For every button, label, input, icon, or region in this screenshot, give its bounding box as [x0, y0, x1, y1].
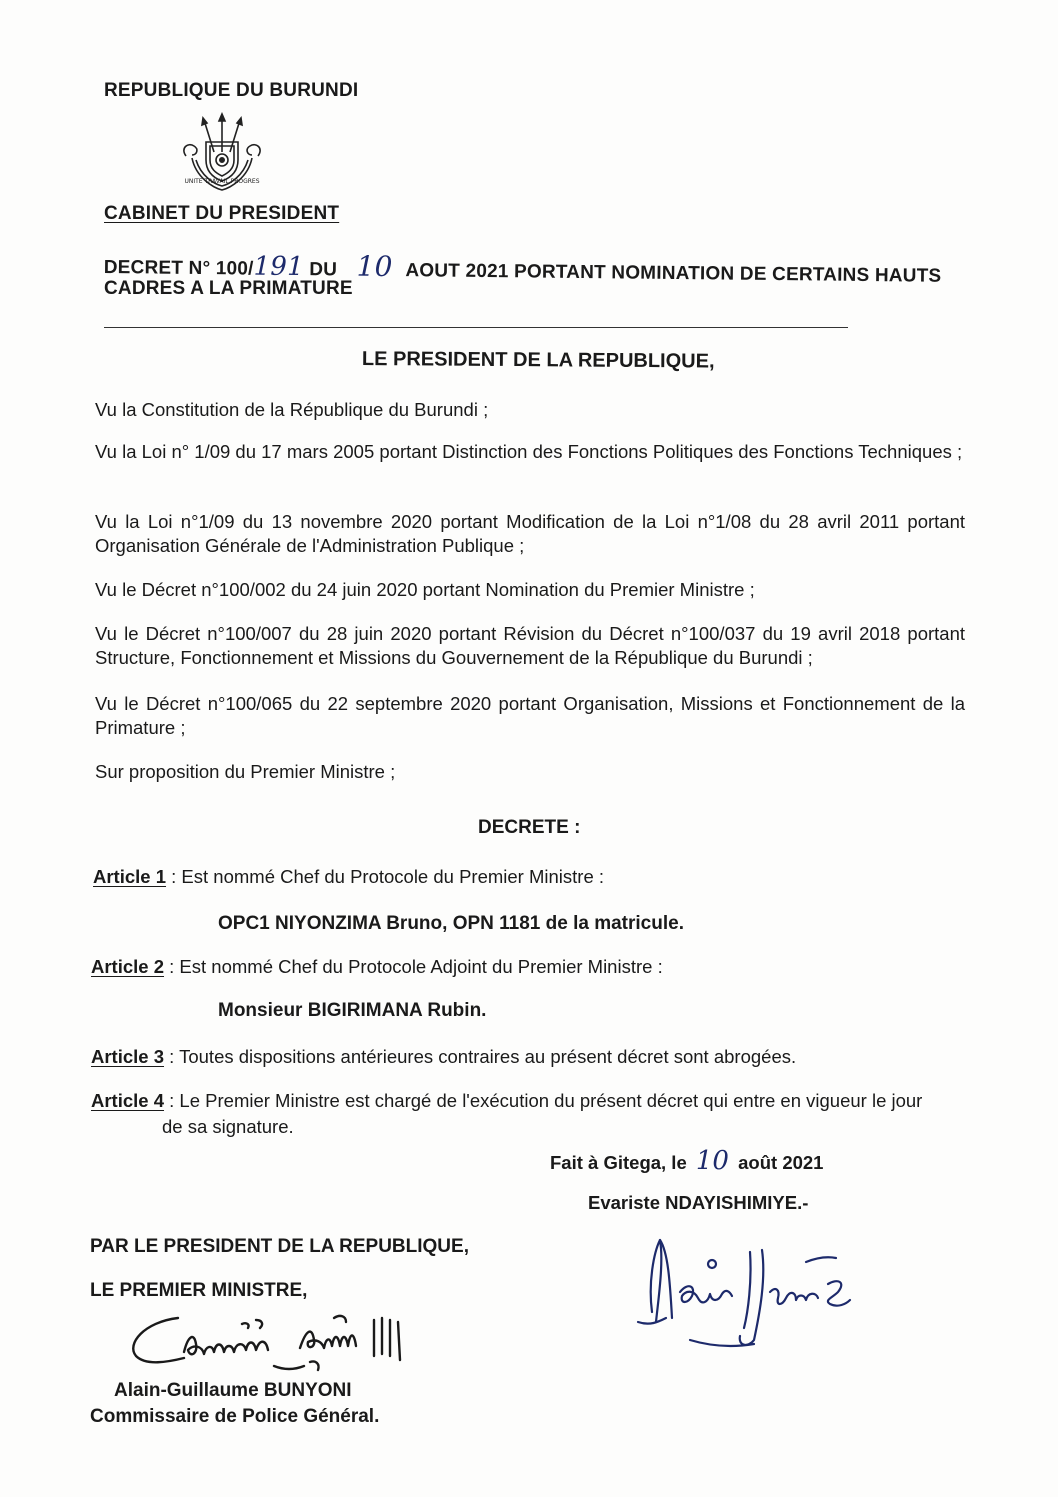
- signing-place-suffix: août 2021: [738, 1152, 824, 1173]
- visa-decree-007: Vu le Décret n°100/007 du 28 juin 2020 portant Révision du Décret n°100/037 du 19 avril 2018 portant Structure, Fonctionnement et Missions du Gouvernement de la République du Burundi ;: [95, 623, 965, 668]
- decree-title-line2: CADRES A LA PRIMATURE: [104, 278, 353, 299]
- prime-minister-name: Alain-Guillaume BUNYONI: [114, 1380, 352, 1401]
- article-3-text: : Toutes dispositions antérieures contraires au présent décret sont abrogées.: [164, 1046, 797, 1067]
- decree-title-prefix: DECRET N° 100/: [103, 256, 254, 280]
- visa-law-2005: Vu la Loi n° 1/09 du 17 mars 2005 portant Distinction des Fonctions Politiques des Fonctions Techniques ;: [95, 441, 963, 462]
- decrete-heading: DECRETE :: [478, 817, 581, 838]
- president-signature: [630, 1222, 880, 1362]
- signing-place-date: [550, 1146, 823, 1176]
- coat-of-arms-emblem: [172, 112, 272, 200]
- decree-title-du: DU: [309, 259, 338, 281]
- article-2-appointee: Monsieur BIGIRIMANA Rubin.: [218, 1000, 487, 1021]
- svg-text:UNITE TRAVAIL PROGRES: UNITE TRAVAIL PROGRES: [184, 178, 260, 185]
- article-1-label: Article 1: [93, 866, 167, 887]
- visa-law-2020: Vu la Loi n°1/09 du 13 novembre 2020 portant Modification de la Loi n°1/08 du 28 avril 2011 portant Organisation Générale de l'Administration Publique ;: [95, 511, 965, 556]
- republic-heading: REPUBLIQUE DU BURUNDI: [104, 80, 359, 101]
- article-1: [93, 864, 604, 889]
- article-1-appointee: OPC1 NIYONZIMA Bruno, OPN 1181 de la matricule.: [218, 913, 684, 934]
- visa-decree-002: Vu le Décret n°100/002 du 24 juin 2020 portant Nomination du Premier Ministre ;: [95, 579, 755, 600]
- article-4: [91, 1088, 922, 1113]
- signing-place-prefix: Fait à Gitega, le: [550, 1152, 687, 1173]
- decree-title-suffix: AOUT 2021 PORTANT NOMINATION DE CERTAINS HAUTS: [405, 260, 942, 287]
- article-4-label: Article 4: [91, 1090, 165, 1111]
- article-4-text: : Le Premier Ministre est chargé de l'exécution du présent décret qui entre en vigueur le jour: [164, 1090, 923, 1111]
- president-name: Evariste NDAYISHIMIYE.-: [588, 1192, 809, 1213]
- countersign-line2: LE PREMIER MINISTRE,: [90, 1280, 308, 1301]
- prime-minister-rank: Commissaire de Police Général.: [90, 1406, 380, 1427]
- article-3-label: Article 3: [91, 1046, 165, 1067]
- decree-day-handwritten: 10: [356, 249, 393, 284]
- decree-number-handwritten: 191: [253, 251, 304, 283]
- president-heading: LE PRESIDENT DE LA REPUBLIQUE,: [361, 348, 715, 373]
- title-divider: [104, 327, 848, 328]
- visa-constitution: Vu la Constitution de la République du Burundi ;: [95, 399, 489, 420]
- signing-day-handwritten: 10: [695, 1146, 729, 1176]
- visa-decree-065: Vu le Décret n°100/065 du 22 septembre 2020 portant Organisation, Missions et Fonctionnement de la Primature ;: [95, 693, 965, 738]
- cabinet-heading: CABINET DU PRESIDENT: [104, 203, 340, 224]
- article-2: [91, 954, 663, 979]
- article-1-text: : Est nommé Chef du Protocole du Premier Ministre :: [166, 866, 605, 887]
- prime-minister-signature: [124, 1300, 434, 1380]
- article-2-label: Article 2: [91, 956, 165, 977]
- article-2-text: : Est nommé Chef du Protocole Adjoint du Premier Ministre :: [164, 956, 663, 977]
- countersign-line1: PAR LE PRESIDENT DE LA REPUBLIQUE,: [90, 1236, 469, 1257]
- article-3: [91, 1044, 796, 1069]
- article-4-text-line2: de sa signature.: [162, 1116, 294, 1137]
- visa-proposal: Sur proposition du Premier Ministre ;: [95, 761, 396, 782]
